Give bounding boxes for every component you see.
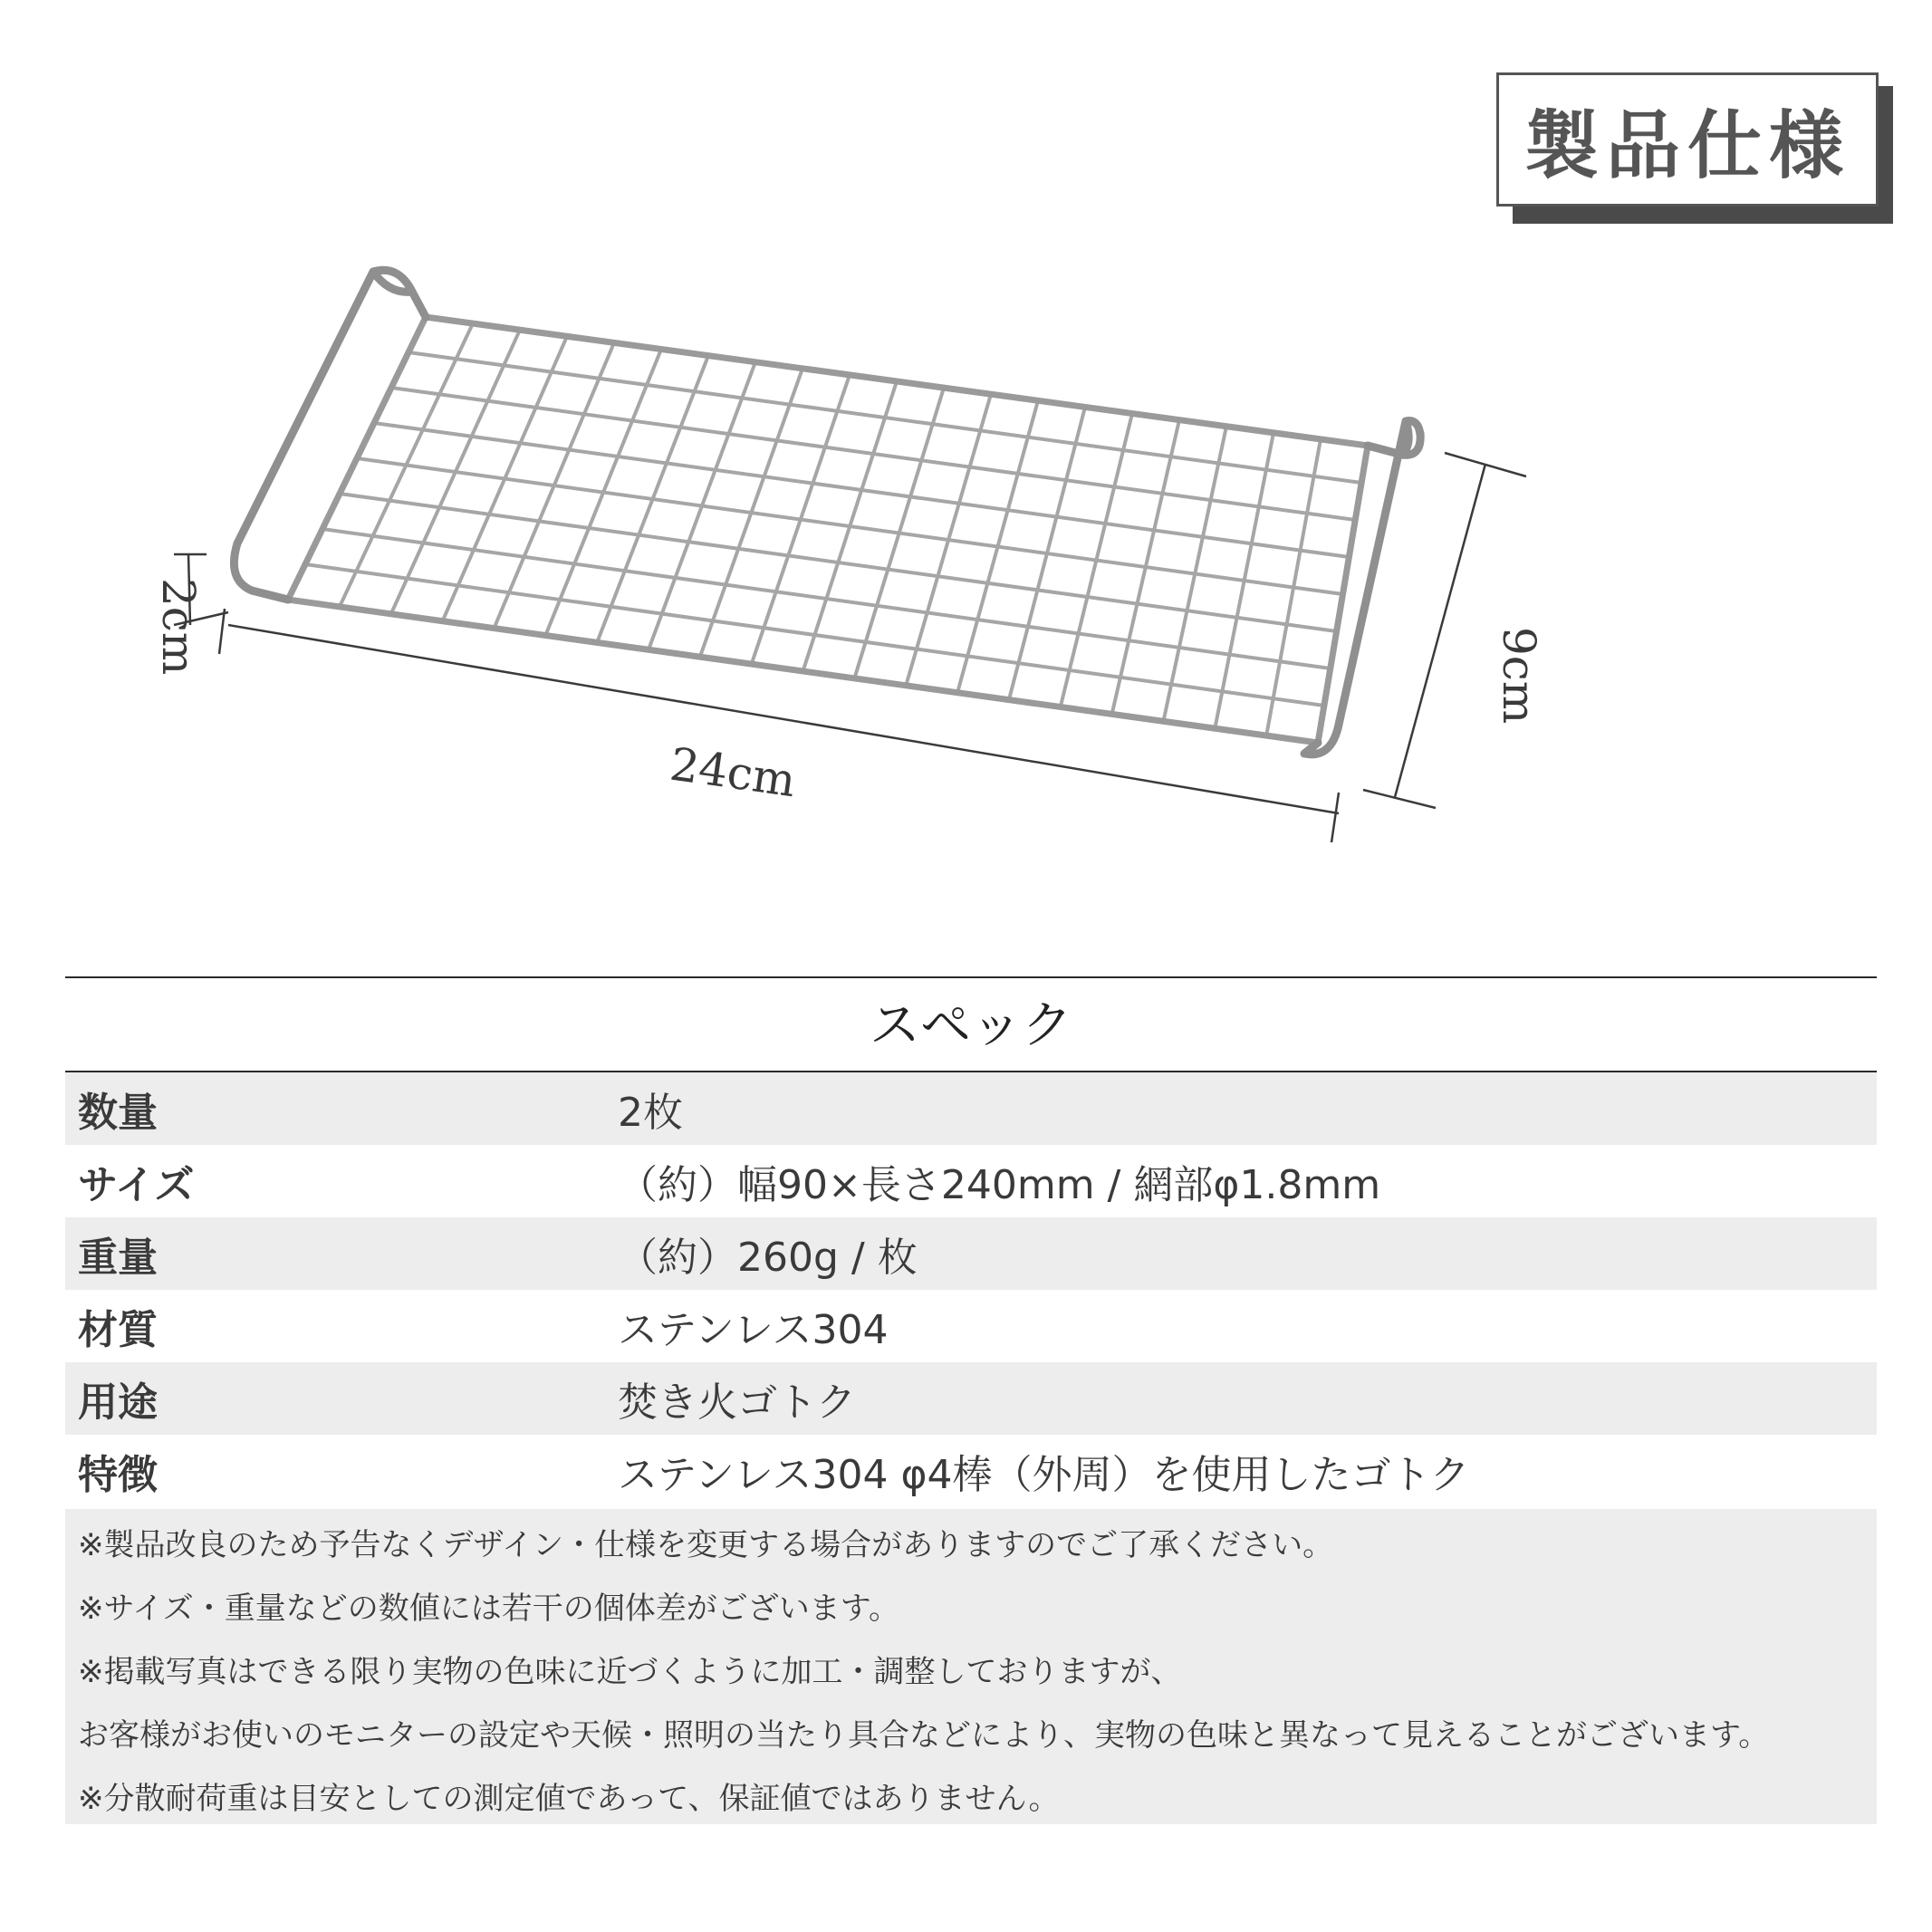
grate-frame — [234, 270, 1420, 755]
spec-label: 重量 — [78, 1235, 158, 1281]
spec-label: 材質 — [78, 1307, 158, 1353]
spec-row-quantity — [65, 1072, 1877, 1145]
spec-value: （約）幅90×長さ240mm / 網部φ1.8mm — [618, 1162, 1381, 1208]
product-illustration — [0, 0, 1932, 906]
note-line: ※掲載写真はできる限り実物の色味に近づくように加工・調整しておりますが、 — [78, 1654, 1182, 1690]
spec-top-rule — [65, 976, 1877, 978]
spec-row-material — [65, 1290, 1877, 1362]
note-line: ※サイズ・重量などの数値には若干の個体差がございます。 — [78, 1591, 900, 1627]
spec-label: 用途 — [78, 1379, 158, 1426]
grid-wire-horizontal — [305, 564, 1324, 706]
grid-wire-horizontal — [340, 494, 1337, 631]
height-dimension-label: 2cm — [152, 578, 205, 676]
spec-table — [65, 1072, 1877, 1507]
dimension-lines — [174, 453, 1526, 842]
spec-value: 2枚 — [618, 1090, 683, 1136]
spec-row-usage — [65, 1362, 1877, 1435]
spec-label: サイズ — [78, 1162, 195, 1208]
spec-value: ステンレス304 φ4棒（外周）を使用したゴトク — [618, 1452, 1470, 1498]
spec-row-weight — [65, 1217, 1877, 1290]
depth-dimension-label: 9cm — [1493, 627, 1545, 725]
spec-value: ステンレス304 — [618, 1307, 889, 1353]
spec-heading: スペック — [870, 996, 1072, 1055]
grid-wire-horizontal — [322, 529, 1331, 668]
grid-wire-horizontal — [357, 458, 1343, 594]
spec-row-feature — [65, 1435, 1877, 1507]
page-title-badge: 製品仕様 — [1496, 72, 1879, 207]
spec-value: 焚き火ゴトク — [618, 1379, 857, 1426]
note-line: ※分散耐荷重は目安としての測定値であって、保証値ではありません。 — [78, 1781, 1060, 1817]
grid-wire-horizontal — [374, 423, 1349, 557]
width-dimension-label: 24cm — [667, 737, 799, 808]
grid-wire-horizontal — [391, 388, 1355, 520]
spec-label: 特徴 — [78, 1452, 158, 1498]
spec-value: （約）260g / 枚 — [618, 1235, 918, 1281]
grid-wire-horizontal — [409, 352, 1361, 483]
note-line: ※製品改良のため予告なくデザイン・仕様を変更する場合がありますのでご了承ください。 — [78, 1527, 1334, 1563]
notes-box — [65, 1509, 1877, 1824]
spec-label: 数量 — [78, 1090, 158, 1136]
spec-row-size — [65, 1145, 1877, 1217]
note-line: お客様がお使いのモニターの設定や天候・照明の当たり具合などにより、実物の色味と異なって見えることがございます。 — [78, 1717, 1770, 1754]
